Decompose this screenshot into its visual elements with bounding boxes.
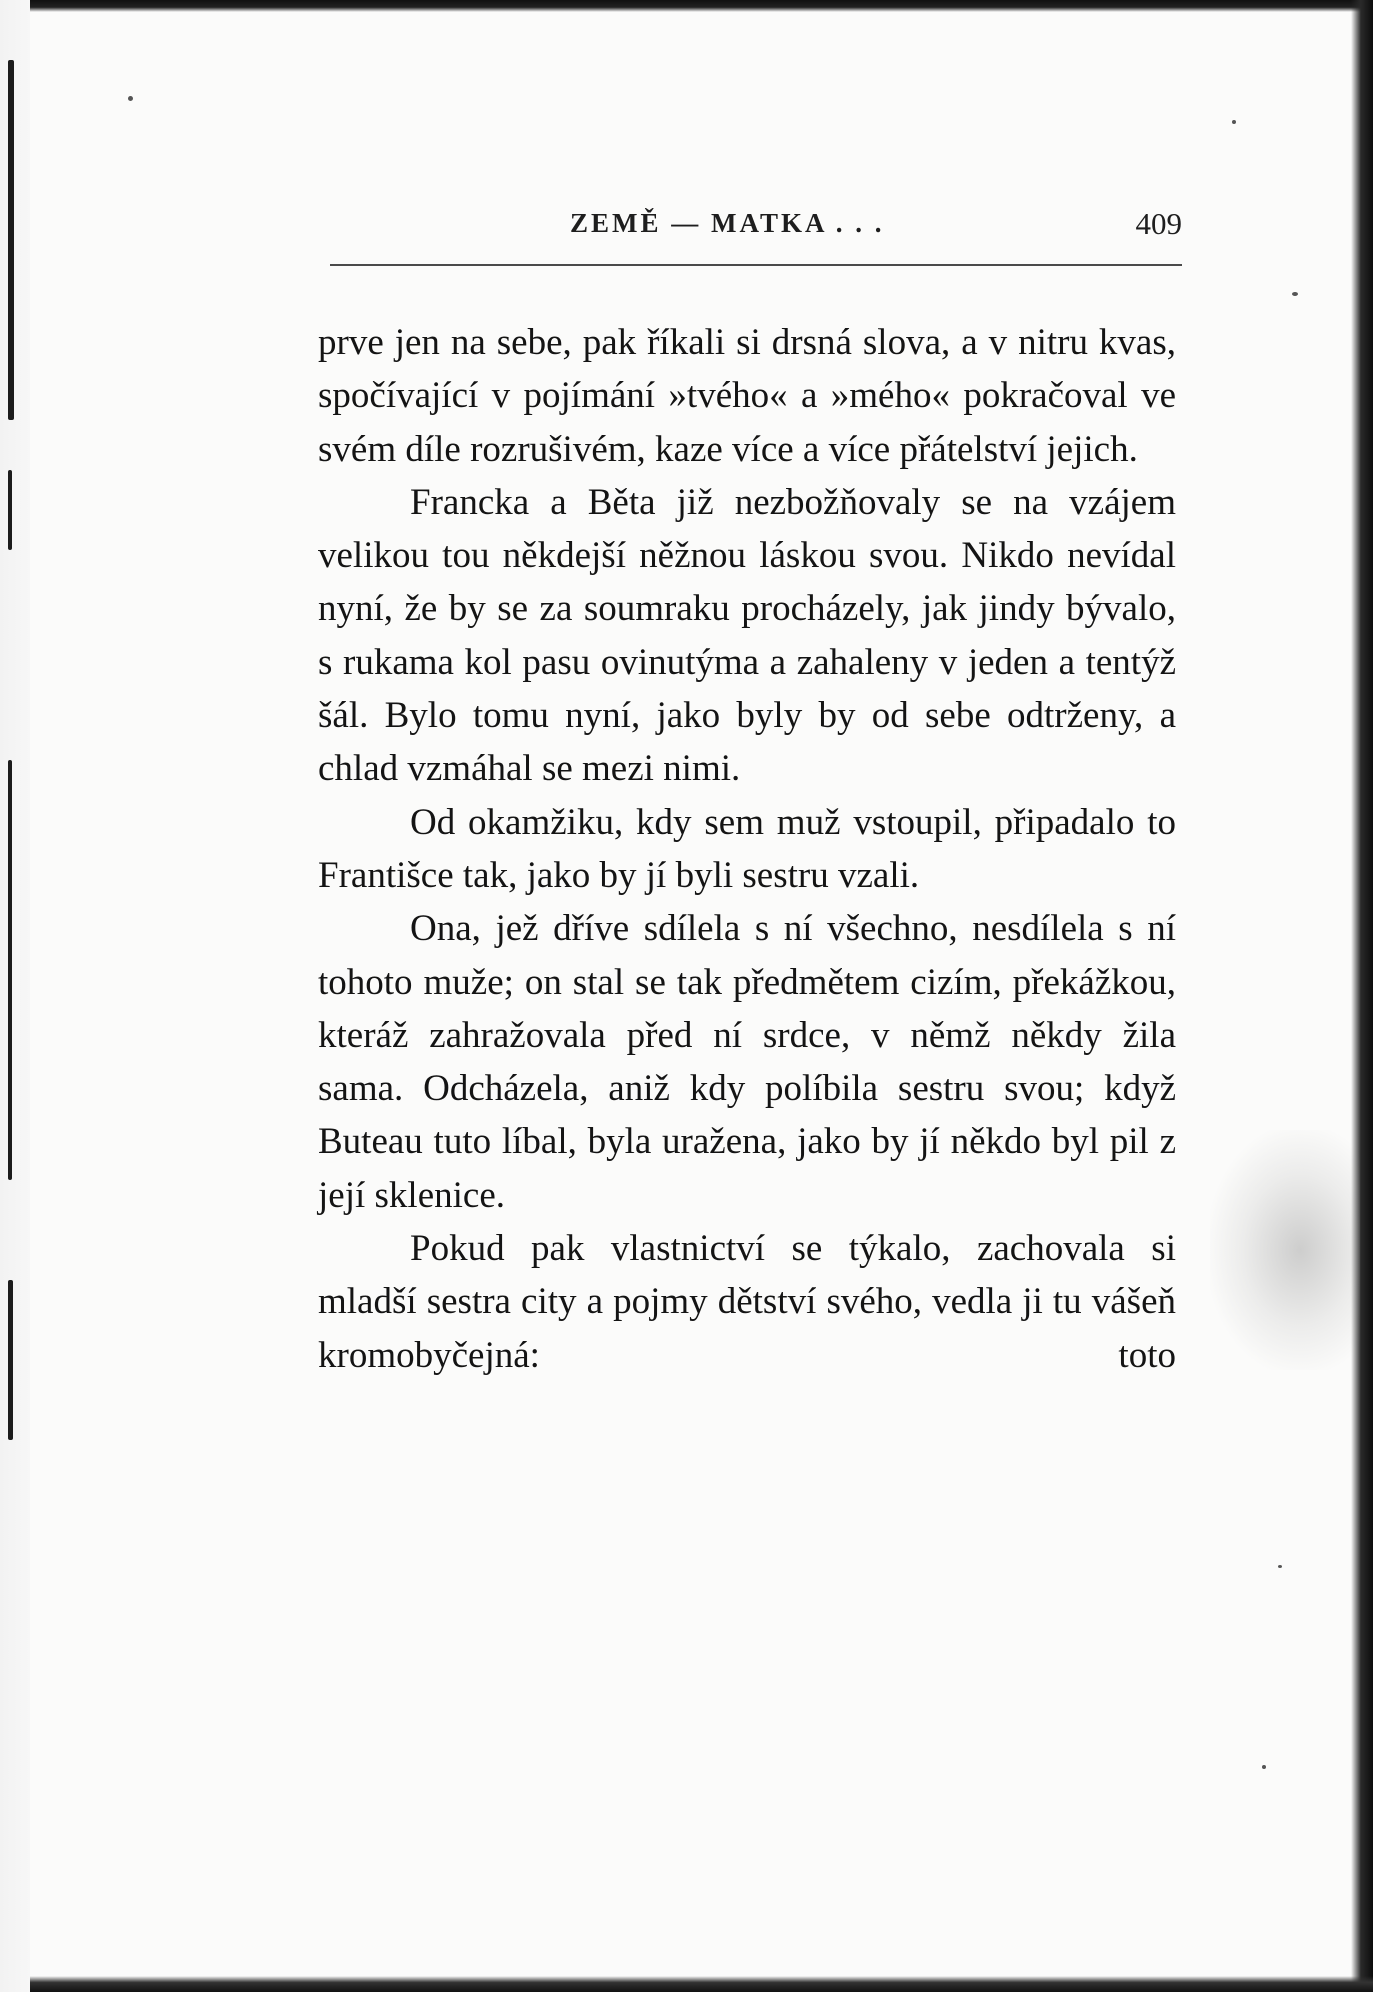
dust-speck [1292, 292, 1298, 296]
dust-speck [1262, 1765, 1266, 1769]
paragraph: prve jen na sebe, pak říkali si drsná slova, a v nitru kvas, spočívající v pojímání »tvého« a »mého« pokračoval ve svém díle rozrušivém, kaze více a více přátelství jejich. [318, 322, 1176, 470]
paragraph: Ona, jež dříve sdílela s ní všechno, nesdílela s ní tohoto muže; on stal se tak předmětem cizím, překážkou, kteráž zahražovala před ní srdce, v němž někdy žila sama. Odcházela, aniž kdy políbila sestru svou; když Buteau tuto líbal, byla uražena, jako by jí někdo byl pil z její sklenice. [318, 908, 1176, 1216]
running-title: ZEMĚ — MATKA . . . [570, 208, 885, 238]
binding-shadow [8, 1280, 13, 1440]
scan-smudge [1210, 1130, 1360, 1370]
dust-speck [1232, 120, 1236, 124]
binding-shadow [8, 760, 12, 1180]
binding-shadow [8, 60, 14, 420]
dust-speck [128, 96, 133, 101]
paragraph: Francka a Běta již nezbožňovaly se na vzájem velikou tou někdejší něžnou láskou svou. Nikdo nevídal nyní, že by se za soumraku procházely, jak jindy bývalo, s rukama kol pasu ovinutýma a zahaleny v jeden a tentýž šál. Bylo tomu nyní, jako byly by od sebe odtrženy, a chlad vzmáhal se mezi nimi. [318, 481, 1176, 790]
page-binding [0, 0, 30, 1992]
binding-shadow [8, 470, 12, 550]
page-header [330, 208, 1182, 266]
body-text [318, 316, 1176, 1382]
scan-edge-top [0, 0, 1373, 12]
dust-speck [1278, 1565, 1282, 1568]
page-number: 409 [1135, 206, 1182, 241]
paragraph: Pokud pak vlastnictví se týkalo, zachovala si mladší sestra city a pojmy dětství svého, vedla ji tu vášeň kromobyčejná: toto [318, 1228, 1176, 1376]
scan-edge-right [1351, 0, 1373, 1992]
scan-edge-bottom [0, 1976, 1373, 1992]
paragraph: Od okamžiku, kdy sem muž vstoupil, připadalo to Františce tak, jako by jí byli sestru vzali. [318, 801, 1176, 896]
